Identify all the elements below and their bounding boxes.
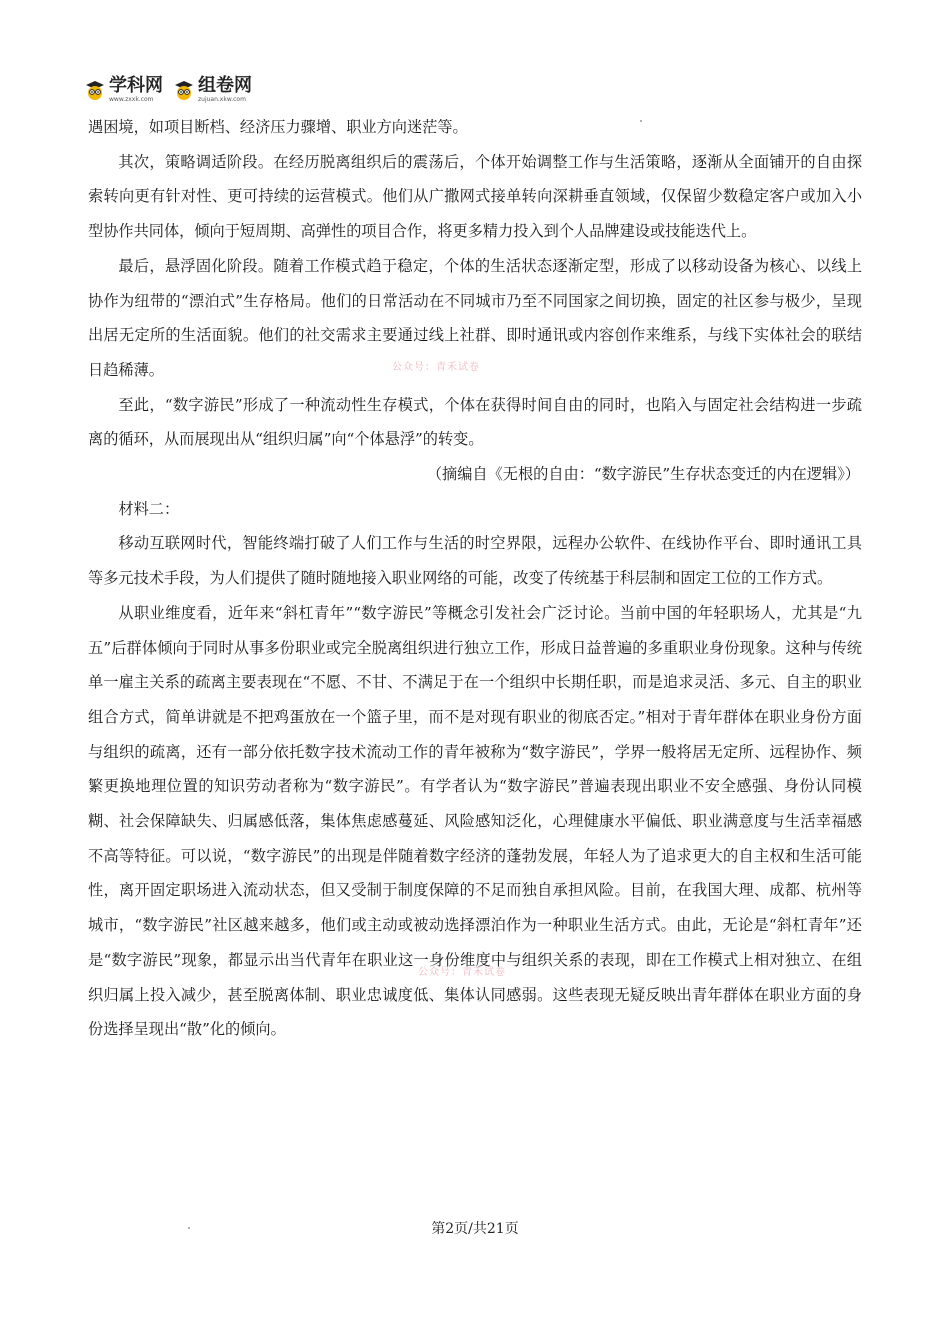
paragraph: 其次，策略调适阶段。在经历脱离组织后的震荡后，个体开始调整工作与生活策略，逐渐从全面铺开的自由探索转向更有针对性、更可持续的运营模式。他们从广撒网式接单转向深耕垂直领域，仅保留少数稳定客户或加入小型协作共同体，倾向于短周期、高弹性的项目合作，将更多精力投入到个人品牌建设或技能迭代上。 <box>88 152 862 241</box>
paragraph: 从职业维度看，近年来“斜杠青年”“数字游民”等概念引发社会广泛讨论。当前中国的年轻职场人，尤其是“九五”后群体倾向于同时从事多份职业或完全脱离组织进行独立工作，形成日益普遍的多重职业身份现象。这种与传统单一雇主关系的疏离主要表现在“不愿、不甘、不满足于在一个组织中长期任职，而是追求灵活、多元、自主的职业组合方式，简单讲就是不把鸡蛋放在一个篮子里，而不是对现有职业的彻底否定。”相对于青年群体在职业身份方面与组织的疏离，还有一部分依托数字技术流动工作的青年被称为“数字游民”，学界一般将居无定所、远程协作、频繁更换地理位置的知识劳动者称为“数字游民”。有学者认为“数字游民”普遍表现出职业不安全感强、身份认同模糊、社会保障缺失、归属感低落，集体焦虑感蔓延、风险感知泛化，心理健康水平偏低、职业满意度与生活幸福感不高等特征。可以说，“数字游民”的出现是伴随着数字经济的蓬勃发展，年轻人为了追求更大的自主权和生活可能性，离开固定职场进入流动状态，但又受制于制度保障的不足而独自承担风险。目前，在我国大理、成都、杭州等城市，“数字游民”社区越来越多，他们或主动或被动选择漂泊作为一种职业生活方式。由此，无论是“斜杠青年”还是“数字游民”现象，都显示出当代青年在职业这一身份维度中与组织关系的表现，即在工作模式上相对独立、在组织归属上投入减少，甚至脱离体制、职业忠诚度低、集体认同感弱。这些表现无疑反映出青年群体在职业方面的身份选择呈现出“散”化的倾向。 <box>88 603 862 1039</box>
logo-name: 学科网 <box>109 75 163 96</box>
watermark: 公众号：青禾试卷 <box>392 362 480 373</box>
paragraph: 至此，“数字游民”形成了一种流动性生存模式，个体在获得时间自由的同时，也陷入与固定社会结构进一步疏离的循环，从而展现出从“组织归属”向“个体悬浮”的转变。 <box>88 395 862 449</box>
paragraph: 遇困境，如项目断档、经济压力骤增、职业方向迷茫等。 <box>88 118 468 136</box>
paragraph: 最后，悬浮固化阶段。随着工作模式趋于稳定，个体的生活状态逐渐定型，形成了以移动设备为核心、以线上协作为纽带的“漂泊式”生存格局。他们的日常活动在不同城市乃至不同国家之间切换，固定的社区参与极少，呈现出居无定所的生活面貌。他们的社交需求主要通过线上社群、即时通讯或内容创作来维系，与线下实体社会的联结日趋稀薄。 <box>88 256 862 379</box>
mascot-icon <box>173 79 195 101</box>
page-header <box>84 74 252 106</box>
page-number: 第2页/共21页 <box>431 1221 519 1237</box>
logo-name: 组卷网 <box>198 75 252 96</box>
zujuanwang-logo <box>173 77 252 103</box>
document-body <box>88 110 862 1047</box>
section-heading: 材料二： <box>118 499 180 518</box>
logo-url: zujuan.xkw.com <box>198 96 246 103</box>
xuekewang-logo <box>84 77 163 103</box>
logo-url: www.zxxk.com <box>109 96 154 103</box>
source-citation: （摘编自《无根的自由：“数字游民”生存状态变迁的内在逻辑》） <box>426 465 860 484</box>
paragraph: 移动互联网时代，智能终端打破了人们工作与生活的时空界限，远程办公软件、在线协作平台、即时通讯工具等多元技术手段，为人们提供了随时随地接入职业网络的可能，改变了传统基于科层制和固定工位的工作方式。 <box>88 534 862 588</box>
mascot-icon <box>84 79 106 101</box>
watermark: 公众号：青禾试卷 <box>418 967 506 978</box>
scan-speck <box>640 120 642 122</box>
